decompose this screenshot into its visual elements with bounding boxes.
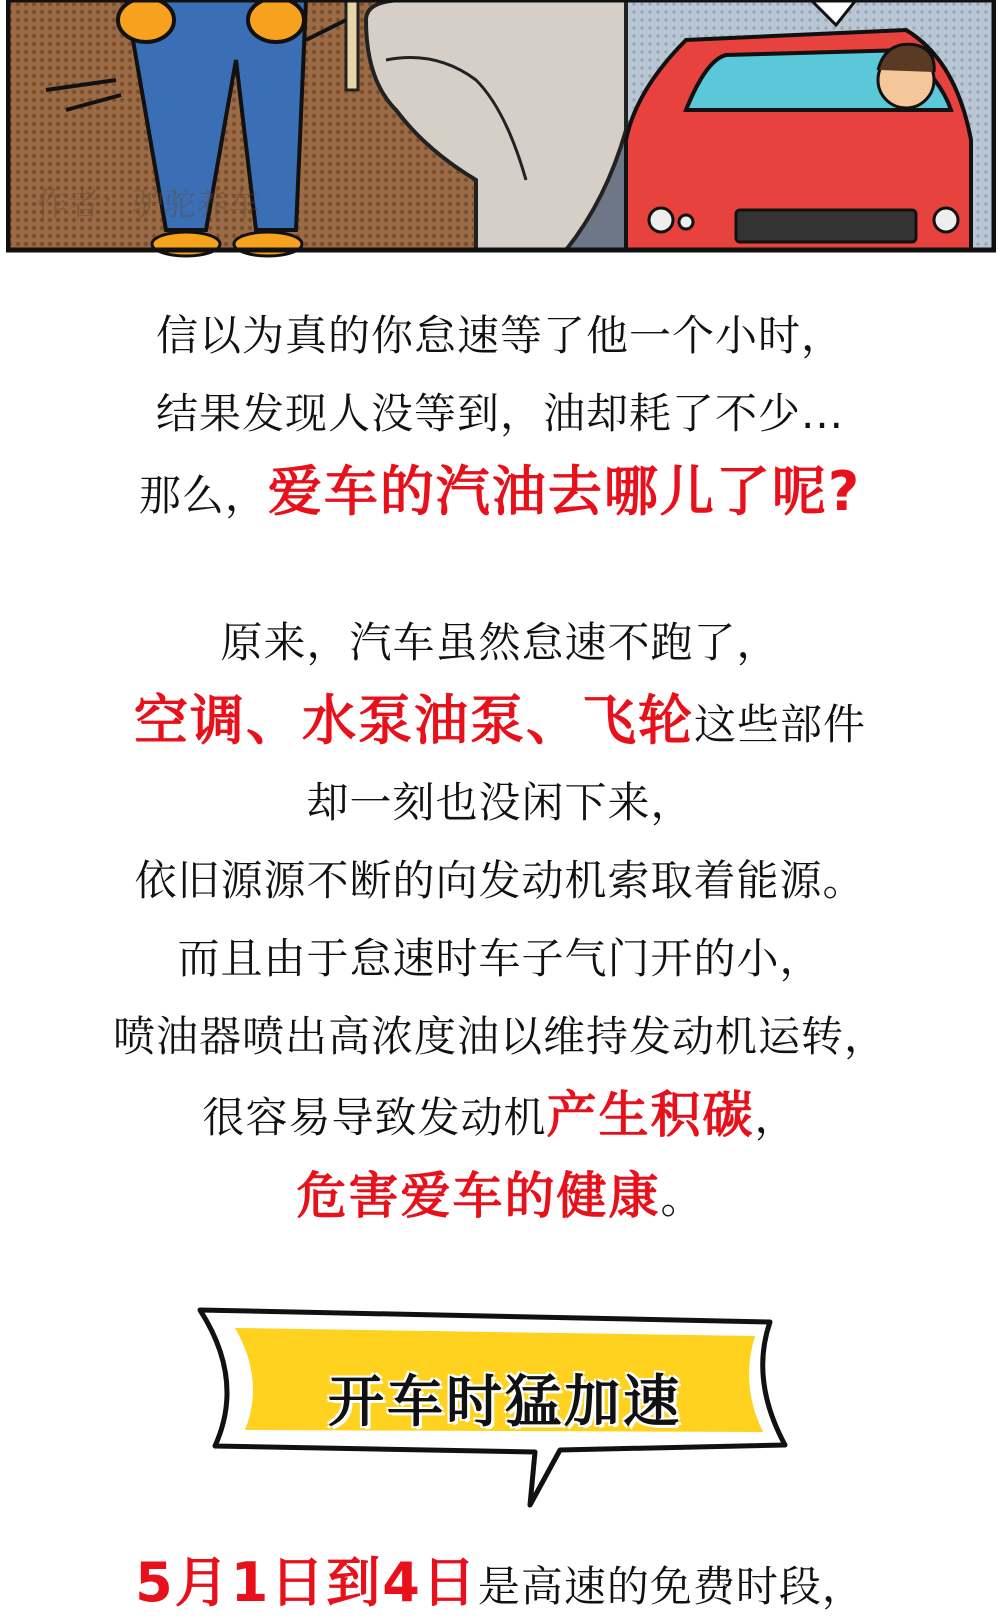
p1-line-2: 结果发现人没等到，油却耗了不少... bbox=[155, 389, 845, 438]
p2-line-8-suffix: 。 bbox=[660, 1174, 704, 1223]
paragraph-3 bbox=[0, 1548, 1000, 1622]
p2-line-2-suffix: 这些部件 bbox=[693, 700, 866, 749]
p2-line-2-highlight: 空调、水泵油泵、飞轮 bbox=[133, 689, 694, 752]
p3-line-1 bbox=[0, 1548, 1000, 1622]
p2-line-2 bbox=[0, 682, 1000, 764]
section-heading-bubble bbox=[195, 1300, 815, 1515]
p1-line-1: 信以为真的你怠速等了他一个小时， bbox=[155, 311, 844, 360]
p2-line-4: 依旧源源不断的向发动机索取着能源。 bbox=[134, 856, 866, 905]
paragraph-2 bbox=[0, 604, 1000, 1238]
p2-line-3: 却一刻也没闲下来， bbox=[306, 778, 694, 827]
p2-line-8-highlight: 危害爱车的健康 bbox=[296, 1167, 661, 1225]
comic-panel bbox=[6, 0, 996, 258]
p2-line-5: 而且由于怠速时车子气门开的小， bbox=[177, 934, 823, 983]
p2-line-7-suffix: ， bbox=[754, 1093, 798, 1142]
p1-line-3-prefix: 那么， bbox=[138, 471, 268, 520]
watermark-text: 作者：驴驼养车 bbox=[36, 185, 261, 223]
bubble-title: 开车时猛加速 bbox=[328, 1370, 682, 1435]
p1-line-3 bbox=[0, 453, 1000, 535]
p3-line-1-highlight: 5月1日到4日 bbox=[135, 1551, 478, 1614]
p1-line-3-highlight: 爱车的汽油去哪儿了呢? bbox=[267, 460, 862, 523]
p2-line-1: 原来，汽车虽然怠速不跑了， bbox=[220, 618, 780, 667]
p2-line-7-highlight: 产生积碳 bbox=[546, 1086, 755, 1144]
p2-line-7-prefix: 很容易导致发动机 bbox=[202, 1093, 547, 1142]
p2-line-8 bbox=[0, 1157, 1000, 1238]
p2-line-6: 喷油器喷出高浓度油以维持发动机运转， bbox=[112, 1012, 887, 1061]
paragraph-1 bbox=[0, 297, 1000, 535]
p3-line-1-suffix: 是高速的免费时段， bbox=[477, 1562, 865, 1611]
p2-line-7 bbox=[0, 1076, 1000, 1157]
